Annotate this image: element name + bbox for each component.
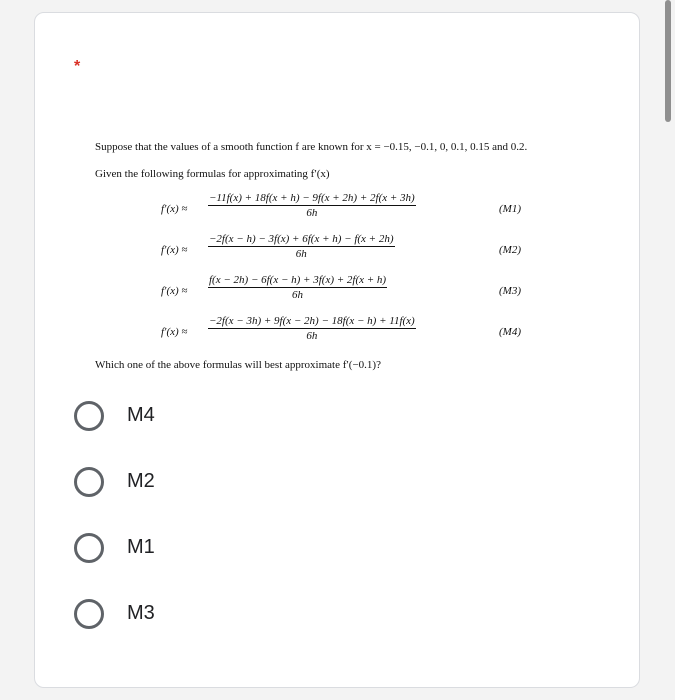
required-asterisk: * [74, 58, 81, 75]
question-image [95, 139, 615, 373]
radio-button[interactable] [74, 401, 104, 431]
formula-m2 [95, 233, 615, 274]
formula-lhs: f′(x) ≈ [161, 285, 188, 297]
formula-tag: (M1) [499, 203, 521, 215]
scrollbar-thumb[interactable] [665, 0, 671, 122]
option-label: M4 [127, 404, 155, 426]
formula-numerator: −2f(x − h) − 3f(x) + 6f(x + h) − f(x + 2h) [209, 233, 394, 245]
formula-tag: (M2) [499, 244, 521, 256]
formula-fraction [208, 274, 387, 301]
formula-lhs: f′(x) ≈ [161, 203, 188, 215]
formula-denominator: 6h [306, 207, 318, 219]
formula-m1 [95, 192, 615, 233]
question-intro: Suppose that the values of a smooth function f are known for x = −0.15, −0.1, 0, 0.1, 0.15 and 0.2. [95, 141, 528, 153]
option-label: M1 [127, 536, 155, 558]
formula-denominator: 6h [292, 289, 304, 301]
formula-denominator: 6h [295, 248, 307, 260]
formula-m4 [95, 315, 615, 356]
radio-button[interactable] [74, 599, 104, 629]
formula-tag: (M3) [499, 285, 521, 297]
formula-tag: (M4) [499, 326, 521, 338]
formula-fraction [208, 315, 416, 342]
formula-m3 [95, 274, 615, 315]
formula-denominator: 6h [306, 330, 318, 342]
formula-lhs: f′(x) ≈ [161, 326, 188, 338]
formula-numerator: −2f(x − 3h) + 9f(x − 2h) − 18f(x − h) + 11f(x) [209, 315, 415, 327]
radio-button[interactable] [74, 533, 104, 563]
question-given: Given the following formulas for approximating f′(x) [95, 168, 330, 180]
formula-fraction [208, 192, 416, 219]
option-label: M3 [127, 602, 155, 624]
formula-numerator: f(x − 2h) − 6f(x − h) + 3f(x) + 2f(x + h) [209, 274, 387, 286]
formula-fraction [208, 233, 395, 260]
formula-lhs: f′(x) ≈ [161, 244, 188, 256]
option-label: M2 [127, 470, 155, 492]
question-prompt: Which one of the above formulas will best approximate f′(−0.1)? [95, 359, 381, 371]
formula-numerator: −11f(x) + 18f(x + h) − 9f(x + 2h) + 2f(x + 3h) [209, 192, 415, 204]
radio-button[interactable] [74, 467, 104, 497]
